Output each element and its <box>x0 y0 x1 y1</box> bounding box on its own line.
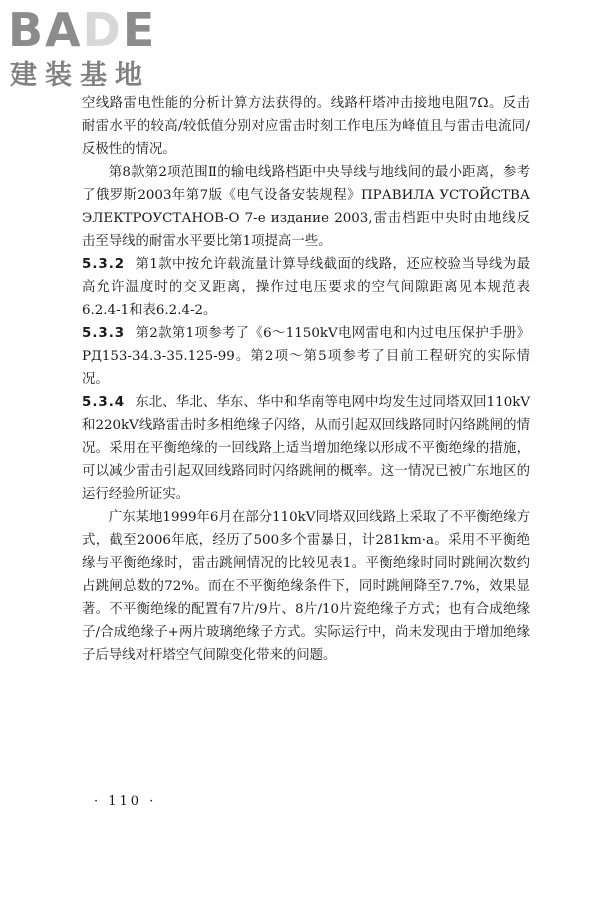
clause-5-3-4 <box>82 391 530 506</box>
logo-subtitle: 建装基地 <box>10 60 150 91</box>
clause-number: 5.3.4 <box>82 395 126 410</box>
clause-text: 第2款第1项参考了《6～1150kV电网雷电和内过电压保护手册》РД153-34.3-35.125-99。第2项～第5项参考了目前工程研究的实际情况。 <box>82 326 530 387</box>
paragraph-continuation: 空线路雷电性能的分析计算方法获得的。线路杆塔冲击接地电阻7Ω。反击耐雷水平的较高/较低值分别对应雷击时刻工作电压为峰值且与雷击电流同/反极性的情况。 <box>82 96 530 157</box>
page-number: · 110 · <box>94 794 157 809</box>
watermark-logo <box>8 4 178 96</box>
clause-number: 5.3.2 <box>82 257 126 272</box>
clause-text: 第1款中按允许载流量计算导线截面的线路，还应校验当导线为最高允许温度时的交叉距离，操作过电压要求的空气间隙距离见本规范表6.2.4-1和表6.2.4-2。 <box>82 257 530 318</box>
clause-number: 5.3.3 <box>82 326 126 341</box>
clause-text: 东北、华北、华东、华中和华南等电网中均发生过同塔双回110kV和220kV线路雷击时多相绝缘子闪络，从而引起双回线路同时闪络跳闸的情况。采用在平衡绝缘的一回线路上适当增加绝缘以形成不平衡绝缘的措施，可以减少雷击引起双回线路同时闪络跳闸的概率。这一情况已被广东地区的运行经验所证实。 <box>82 395 530 502</box>
logo-word-prefix: BA <box>8 3 83 57</box>
paragraph-guangdong-case: 广东某地1999年6月在部分110kV同塔双回线路上采取了不平衡绝缘方式，截至2006年底，经历了500多个雷暴日，计281km·a。采用不平衡绝缘与平衡绝缘时，雷击跳闸情况的比较见表1。平衡绝缘时同时跳闸次数约占跳闸总数的72%。而在不平衡绝缘条件下，同时跳闸降至7.7%，效果显著。不平衡绝缘的配置有7片/9片、8片/10片瓷绝缘子方式；也有合成绝缘子/合成绝缘子+两片玻璃绝缘子方式。实际运行中，尚未发现由于增加绝缘子后导线对杆塔空气间隙变化带来的问题。 <box>82 510 530 663</box>
document-body <box>82 92 530 667</box>
clause-5-3-2 <box>82 253 530 322</box>
logo-word-suffix: E <box>122 3 157 57</box>
paragraph-min-distance: 第8款第2项范围Ⅱ的输电线路档距中央导线与地线间的最小距离，参考了俄罗斯2003年第7版《电气设备安装规程》ПРАВИЛА УСТОЙСТВА ЭЛЕКТРОУСТАНОВ-О 7-е издание 2003,雷击档距中央时由地线反击至导线的耐雷水平要比第1项提高一些。 <box>82 165 530 249</box>
logo-wordmark <box>8 4 156 56</box>
logo-word-accent: D <box>82 3 123 57</box>
clause-5-3-3 <box>82 322 530 391</box>
